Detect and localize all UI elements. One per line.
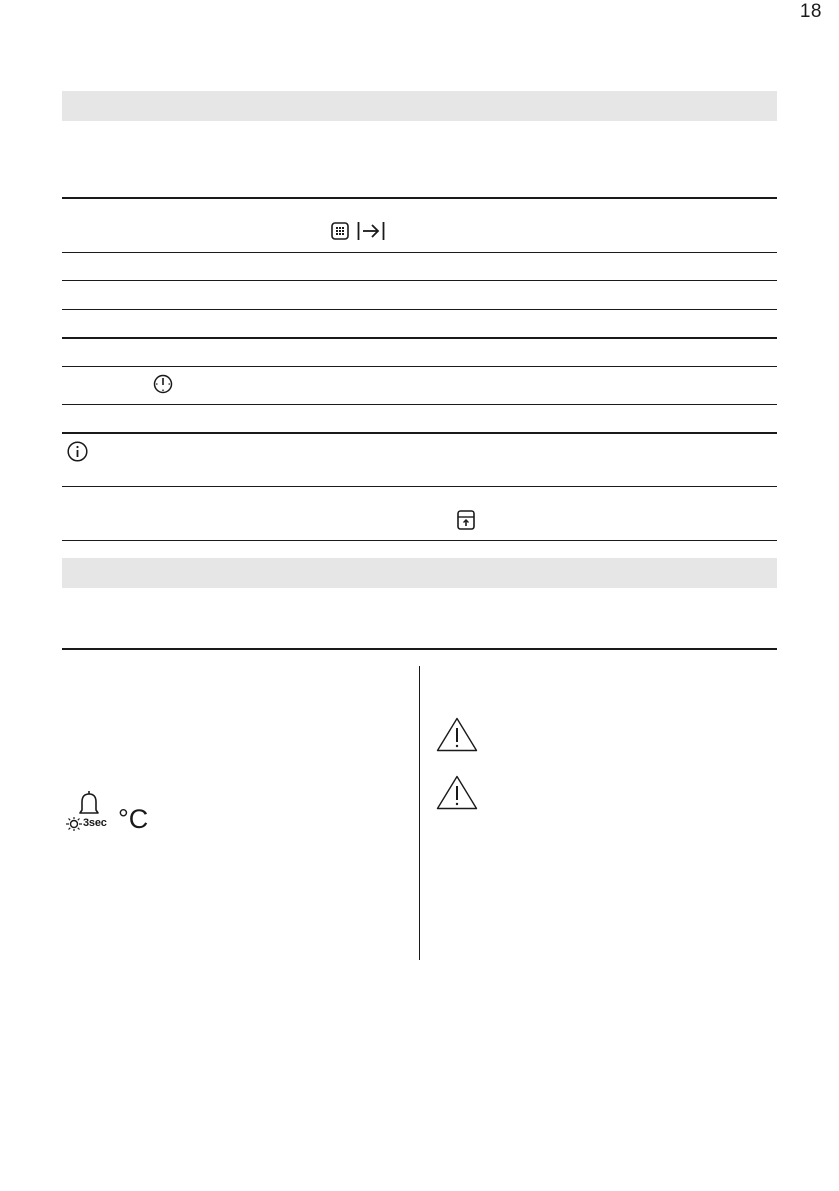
- timer-clock-icon: [153, 374, 173, 394]
- section-header-bar: [62, 558, 777, 588]
- door-lock-icon: [457, 510, 475, 530]
- table-row-divider: [62, 252, 777, 253]
- three-second-label: 3sec: [83, 817, 107, 829]
- column-divider: [419, 666, 420, 960]
- section-rule: [62, 648, 777, 650]
- table-bottom-rule: [62, 540, 777, 541]
- table-rule: [62, 337, 777, 339]
- note-top-rule: [62, 432, 777, 434]
- table-row-divider: [62, 280, 777, 281]
- table-row-divider: [62, 309, 777, 310]
- info-icon: [67, 441, 88, 462]
- note-divider: [62, 486, 777, 487]
- alarm-bell-3sec-icon: [63, 790, 113, 834]
- keypad-grid-icon: [331, 222, 349, 240]
- skip-to-end-icon: [357, 221, 385, 241]
- section-header-bar: [62, 91, 777, 121]
- table-row-divider: [62, 366, 777, 367]
- table-top-rule: [62, 197, 777, 199]
- page-number: 18: [799, 1, 822, 22]
- warning-triangle-icon: [436, 775, 478, 810]
- celsius-icon: °C: [118, 804, 149, 834]
- warning-triangle-icon: [436, 717, 478, 752]
- table-row-divider: [62, 404, 777, 405]
